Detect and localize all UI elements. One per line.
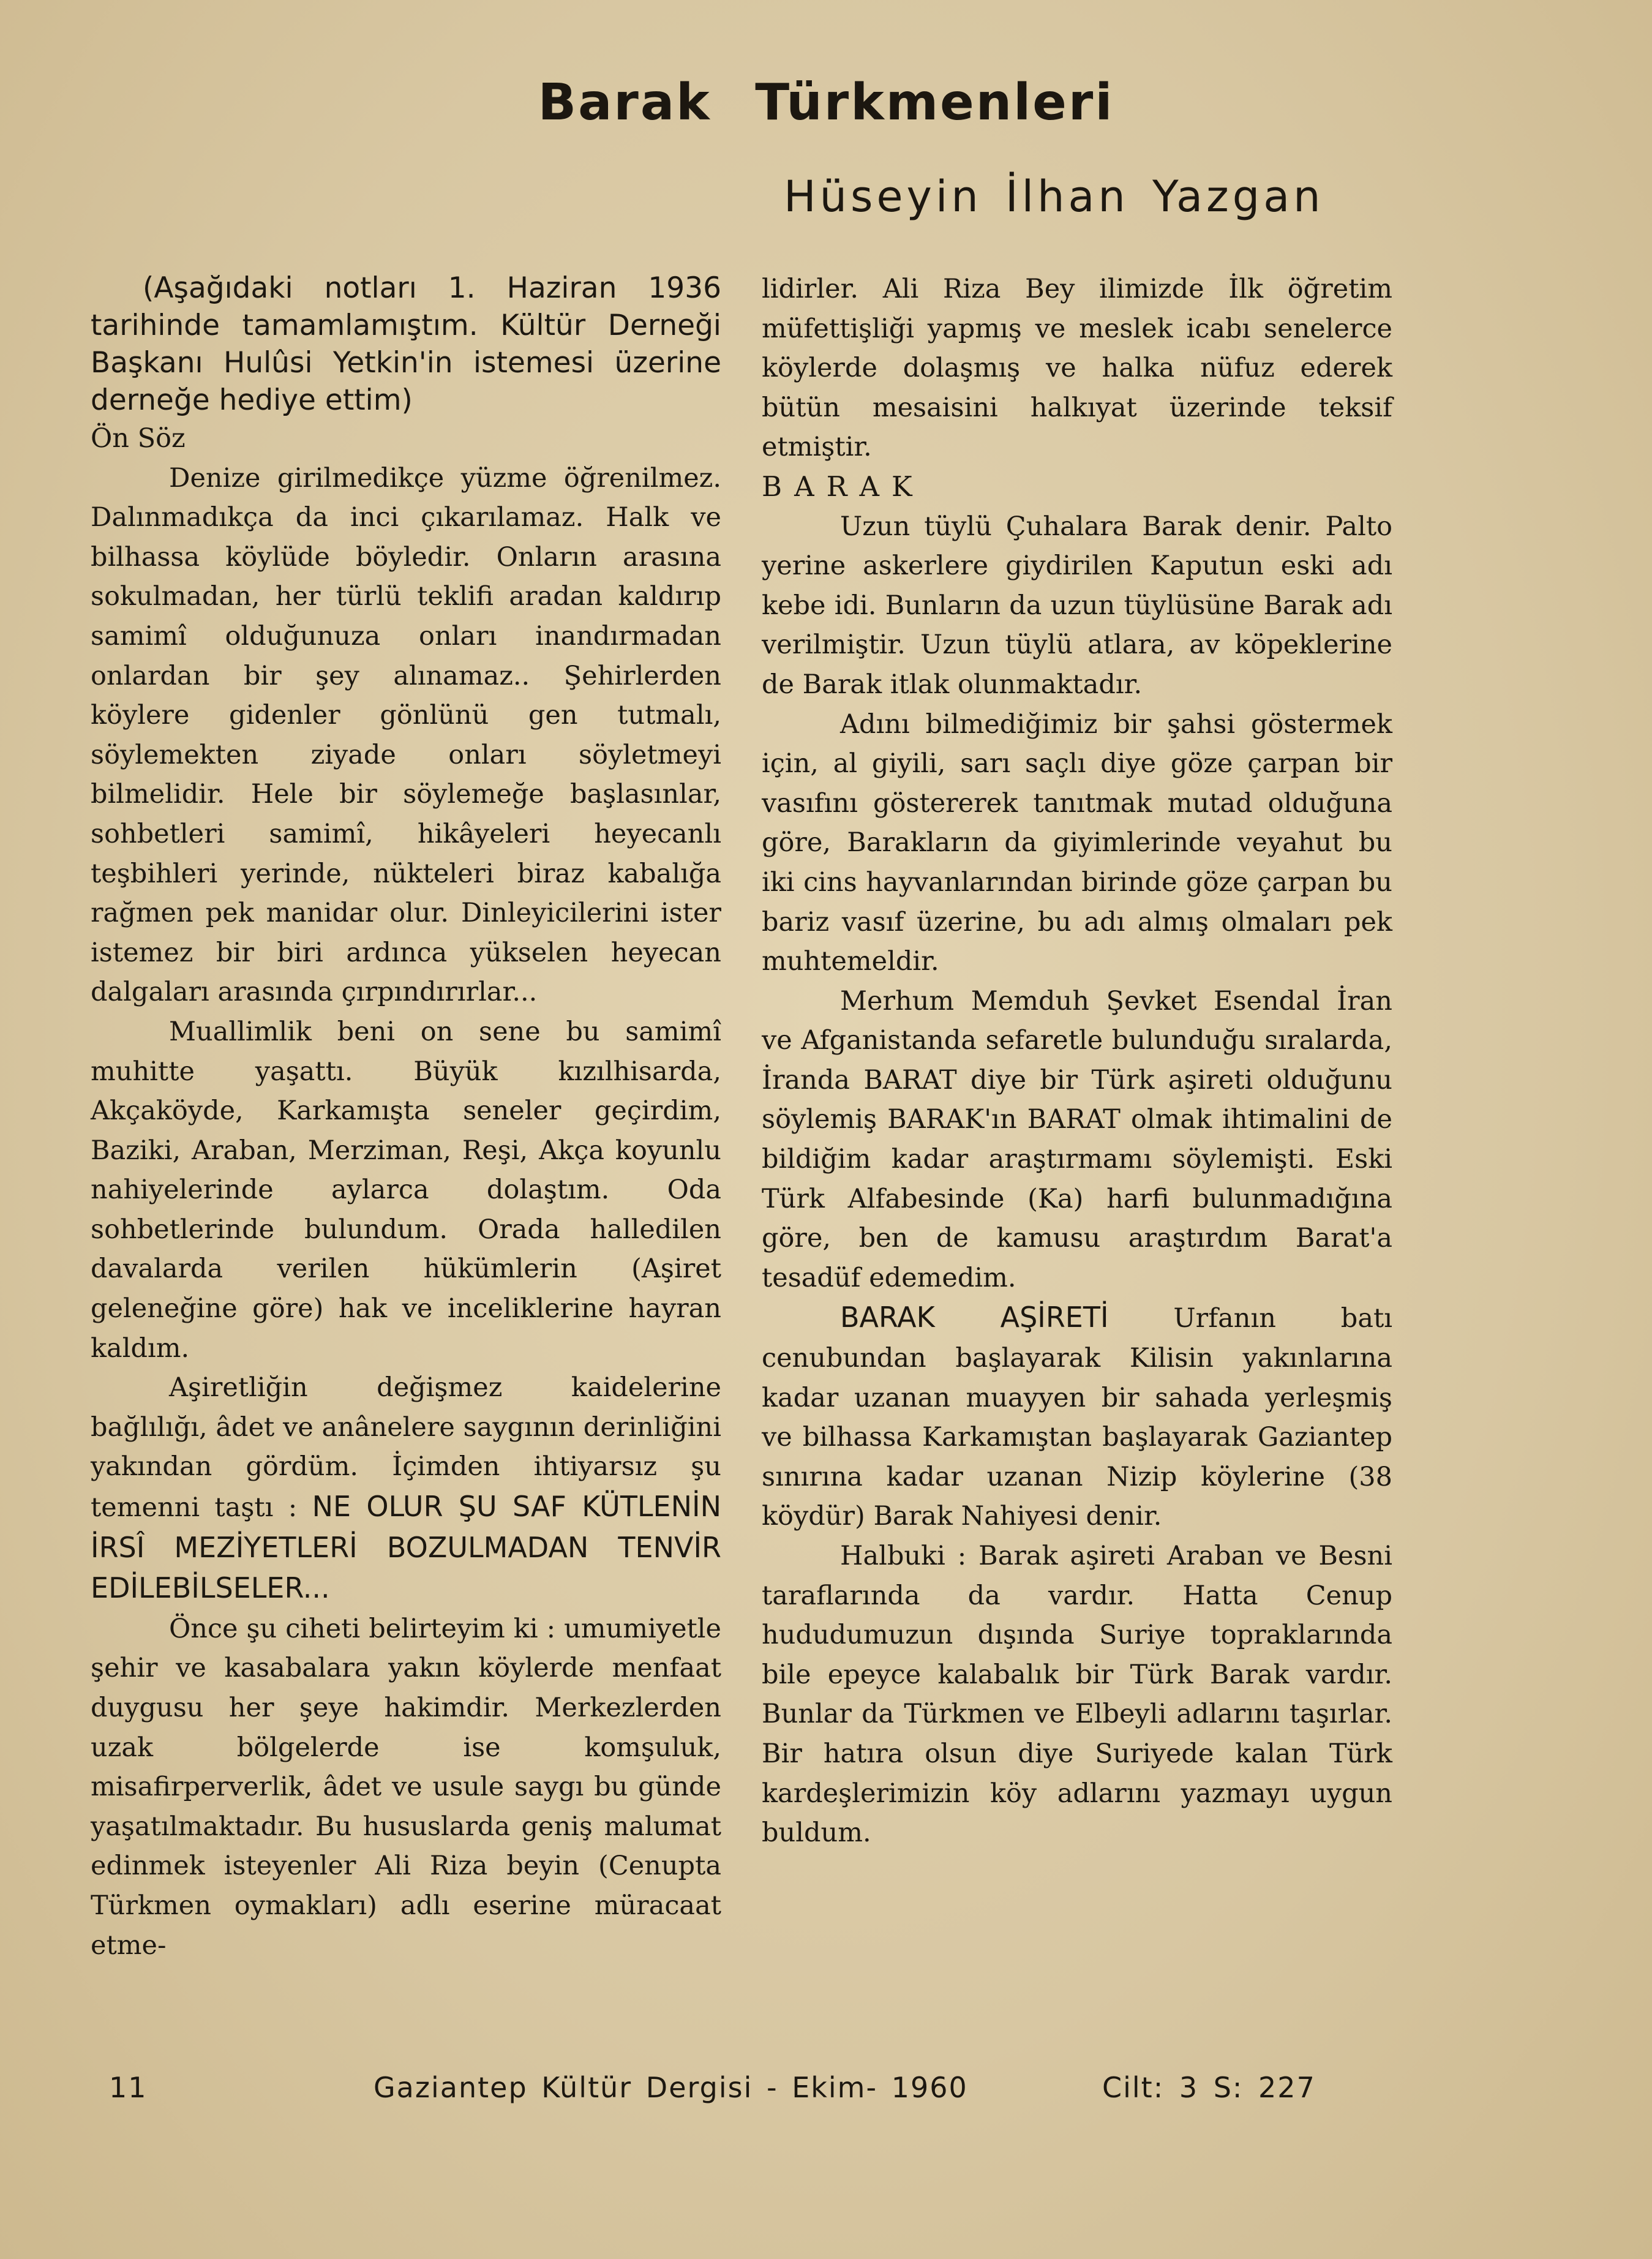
paragraph: Uzun tüylü Çuhalara Barak denir. Palto yerine askerlere giydirilen Kaputun eski adı kebe idi. Bunların da uzun tüylüsüne Barak adı verilmiştir. Uzun tüylü atlara, av köpeklerine de Barak itlak olunmaktadır. [762, 511, 1392, 700]
paragraph: Adını bilmediğimiz bir şahsi göstermek için, al giyili, sarı saçlı diye göze çarpan bir vasıfını göstererek tanıtmak mutad olduğuna göre, Barakların da giyimlerinde veyahut bu iki cins hayvanlarından birinde göze çarpan bu bariz vasıf üzerine, bu adı almış olmaları pek muhtemeldir. [762, 709, 1392, 977]
emphasis-caps: NE OLUR ŞU SAF KÜTLENİN İRSÎ MEZİYETLERİ BOZULMADAN TENVİR EDİLEBİLSELER... [91, 1490, 721, 1605]
section-heading-barak: BARAK [762, 470, 925, 503]
volume-issue: Cilt: 3 S: 227 [1102, 2071, 1316, 2104]
emphasis-caps: BARAK AŞİRETİ [840, 1301, 1109, 1334]
article-title: Barak Türkmenleri [538, 73, 1114, 132]
paragraph: lidirler. Ali Riza Bey ilimizde İlk öğretim müfettişliği yapmış ve meslek icabı senelerce köylerde dolaşmış ve halka nüfuz ederek bütün mesaisini halkıyat üzerinde teksif etmiştir. [762, 274, 1392, 463]
section-heading-on-soz: Ön Söz [91, 423, 186, 454]
paragraph: Önce şu ciheti belirteyim ki : umumiyetle şehir ve kasabalara yakın köylerde menfaat duygusu her şeye hakimdir. Merkezlerden uzak bölgelerde ise komşuluk, misafirperverlik, âdet ve usule saygı bu günde yaşatılmaktadır. Bu hususlarda geniş malumat edinmek isteyenler Ali Riza beyin (Cenupta Türkmen oymakları) adlı eserine müracaat etme- [91, 1613, 721, 1961]
paragraph-text: Urfanın batı cenubundan başlayarak Kilisin yakınlarına kadar uzanan muayyen bir sahada yerleşmiş ve bilhassa Karkamıştan başlayarak Gaziantep sınırına kadar uzanan Nizip köylerine (38 köydür) Barak Nahiyesi denir. [762, 1303, 1392, 1532]
paragraph: Denize girilmedikçe yüzme öğrenilmez. Dalınmadıkça da inci çıkarılamaz. Halk ve bilhassa köylüde böyledir. Onların arasına sokulmadan, her türlü teklifi aradan kaldırıp samimî olduğunuza onları inandırmadan onlardan bir şey alınamaz.. Şehirlerden köylere gidenler gönlünü gen tutmalı, söylemekten ziyade onları söyletmeyi bilmelidir. Hele bir söylemeğe başlasınlar, sohbetleri samimî, hikâyeleri heyecanlı teşbihleri yerinde, nükteleri biraz kabalığa rağmen pek manidar olur. Dinleyicilerini ister istemez bir biri ardınca yükselen heyecan dalgaları arasında çırpındırırlar... [91, 462, 721, 1008]
left-column [91, 269, 721, 1965]
journal-name: Gaziantep Kültür Dergisi - Ekim- 1960 [374, 2071, 968, 2104]
paragraph [762, 1298, 1392, 1536]
paragraph [91, 1368, 721, 1609]
paragraph: Merhum Memduh Şevket Esendal İran ve Afganistanda sefaretle bulunduğu sıralarda, İranda BARAT diye bir Türk aşireti olduğunu söylemiş BARAK'ın BARAT olmak ihtimalini de bildiğim kadar araştırmamı söylemişti. Eski Türk Alfabesinde (Ka) harfi bulunmadığına göre, ben de kamusu araştırdım Barat'a tesadüf edemedim. [762, 985, 1392, 1293]
page-number: 11 [109, 2071, 148, 2104]
paragraph: Halbuki : Barak aşireti Araban ve Besni taraflarında da vardır. Hatta Cenup hududumuzun dışında Suriye topraklarında bile epeyce kalabalık bir Türk Barak vardır. Bunlar da Türkmen ve Elbeyli adlarını taşırlar. Bir hatıra olsun diye Suriyede kalan Türk kardeşlerimizin köy adlarını yazmayı uygun buldum. [762, 1541, 1392, 1849]
page-footer [0, 2071, 1652, 2114]
paragraph-text: Aşiretliğin değişmez kaidelerine bağlılığı, âdet ve anânelere saygının derinliğini yakından gördüm. İçimden ihtiyarsız şu temenni taştı : [91, 1372, 721, 1524]
author-name: Hüseyin İlhan Yazgan [784, 171, 1324, 222]
paragraph: Muallimlik beni on sene bu samimî muhitte yaşattı. Büyük kızılhisarda, Akçaköyde, Karkamışta seneler geçirdim, Baziki, Araban, Merziman, Reşi, Akça koyunlu nahiyelerinde aylarca dolaştım. Oda sohbetlerinde bulundum. Orada halledilen davalarda verilen hükümlerin (Aşiret geleneğine göre) hak ve inceliklerine hayran kaldım. [91, 1016, 721, 1364]
intro-note: (Aşağıdaki notları 1. Haziran 1936 tarihinde tamamlamıştım. Kültür Derneği Başkanı Hulûsi Yetkin'in istemesi üzerine derneğe hediye ettim) [91, 271, 721, 417]
right-column [762, 269, 1392, 1853]
